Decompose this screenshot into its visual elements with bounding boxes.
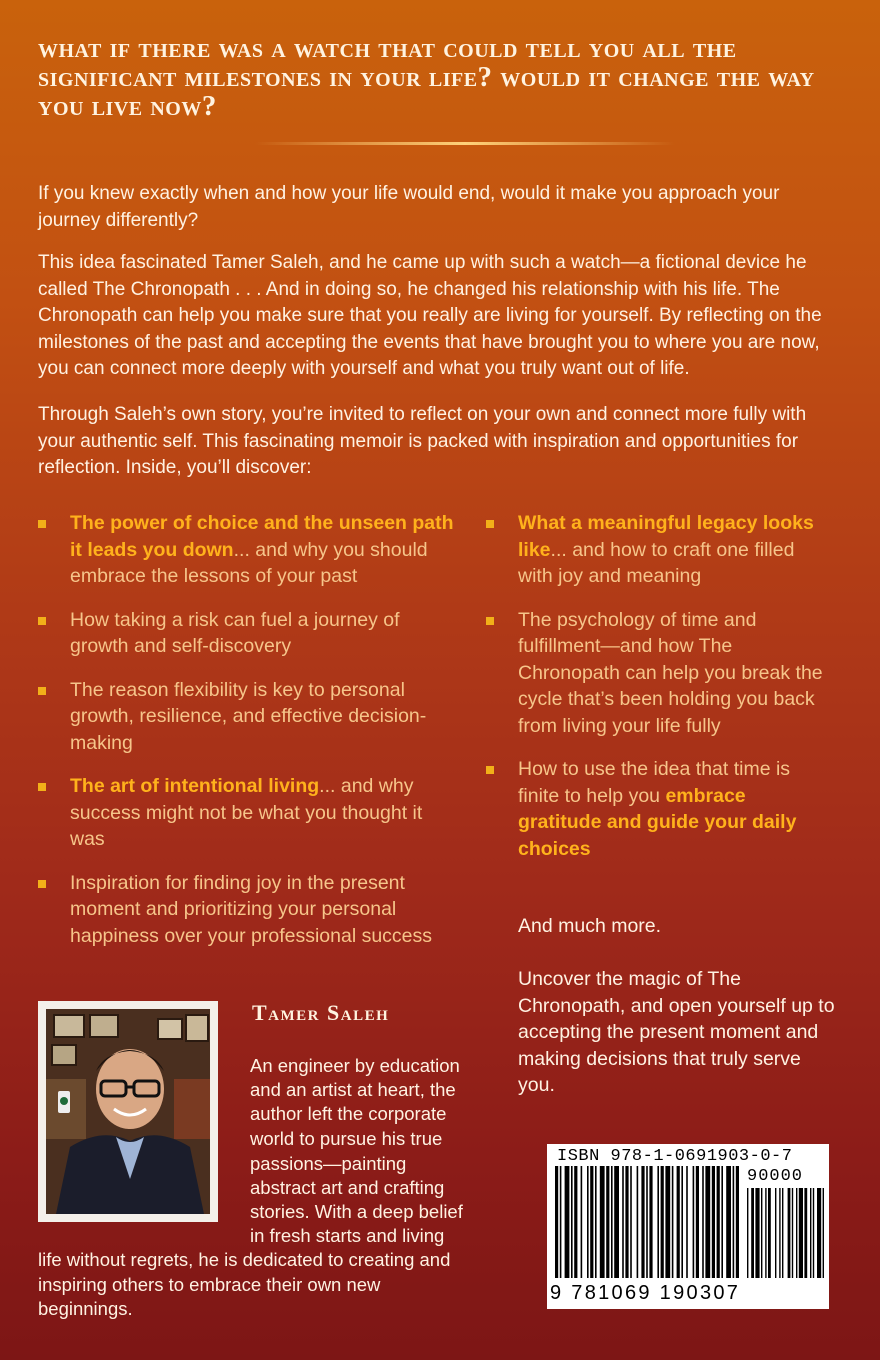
- bullet-square-icon: [38, 880, 46, 888]
- bullet-item: How to use the idea that time is finite to help you embrace gratitude and guide your daily choices: [486, 756, 831, 862]
- bullet-item: The power of choice and the unseen path it leads you down... and why you should embrace the lessons of your past: [38, 510, 458, 590]
- bullet-square-icon: [486, 520, 494, 528]
- bullet-square-icon: [38, 783, 46, 791]
- author-name: Tamer Saleh: [252, 1000, 390, 1025]
- intro-paragraph-2: This idea fascinated Tamer Saleh, and he came up with such a watch—a fictional device he called The Chronopath . . . And in doing so, he changed his relationship with his life. The Chronopath can help you make sure that you really are living for yourself. By reflecting on the milestones of the past and accepting the events that have brought you to where you are now, you can connect more deeply with yourself and what you truly want out of life.: [38, 252, 822, 379]
- bio-line: inspiring others to embrace their own new: [38, 1274, 381, 1295]
- intro-paragraph-1: If you knew exactly when and how your life would end, would it make you approach your journey differently?: [38, 183, 780, 231]
- bio-line: author left the corporate: [250, 1103, 447, 1124]
- bio-line: stories. With a deep belief: [250, 1201, 463, 1222]
- bullet-square-icon: [38, 687, 46, 695]
- bio-line: and an artist at heart, the: [250, 1079, 456, 1100]
- author-photo: [46, 1009, 210, 1214]
- bio-line: abstract art and crafting: [250, 1177, 445, 1198]
- author-portrait-icon: [46, 1009, 210, 1214]
- barcode-bars-icon: [547, 1166, 829, 1284]
- bullet-item: The reason flexibility is key to personal growth, resilience, and effective decision-making: [38, 677, 458, 757]
- bullet-list-right: [486, 510, 831, 862]
- bio-line: beginnings.: [38, 1298, 133, 1319]
- divider: [255, 142, 675, 145]
- isbn-barcode: [547, 1144, 829, 1309]
- bullet-list-left: [38, 510, 458, 949]
- bullet-item: The psychology of time and fulfillment—and how The Chronopath can help you break the cycle that’s been holding you back from living your life fully: [486, 607, 831, 740]
- bio-line: world to pursue his true: [250, 1128, 443, 1149]
- bio-line: in fresh starts and living: [250, 1225, 445, 1246]
- bio-line: passions—painting: [250, 1153, 407, 1174]
- headline: what if there was a watch that could tell you all the significant milestones in your life? would it change the way you live now?: [38, 32, 815, 122]
- bullet-square-icon: [486, 617, 494, 625]
- isbn-text: ISBN 978-1-0691903-0-7: [557, 1147, 793, 1166]
- bullet-item: The art of intentional living... and why success might not be what you thought it was: [38, 773, 458, 853]
- price-code: 90000: [747, 1167, 804, 1186]
- bullet-item: What a meaningful legacy looks like... and how to craft one filled with joy and meaning: [486, 510, 831, 590]
- bullet-item: Inspiration for finding joy in the present moment and prioritizing your personal happiness over your professional success: [38, 870, 458, 950]
- bullet-item: How taking a risk can fuel a journey of growth and self-discovery: [38, 607, 458, 660]
- intro-paragraph-3: Through Saleh’s own story, you’re invited to reflect on your own and connect more fully with your authentic self. This fascinating memoir is packed with inspiration and opportunities for reflection. Inside, you’ll discover:: [38, 404, 807, 478]
- bio-line: life without regrets, he is dedicated to creating and: [38, 1249, 451, 1270]
- closing-paragraph: Uncover the magic of The Chronopath, and open yourself up to accepting the present moment and making decisions that truly serve you.: [518, 968, 835, 1096]
- bullet-square-icon: [38, 617, 46, 625]
- bullet-square-icon: [38, 520, 46, 528]
- and-much-more: And much more.: [518, 915, 662, 937]
- bio-line: An engineer by education: [250, 1055, 460, 1076]
- author-photo-frame: [38, 1001, 218, 1222]
- ean-number: 9 781069 190307: [550, 1282, 741, 1304]
- bullet-square-icon: [486, 766, 494, 774]
